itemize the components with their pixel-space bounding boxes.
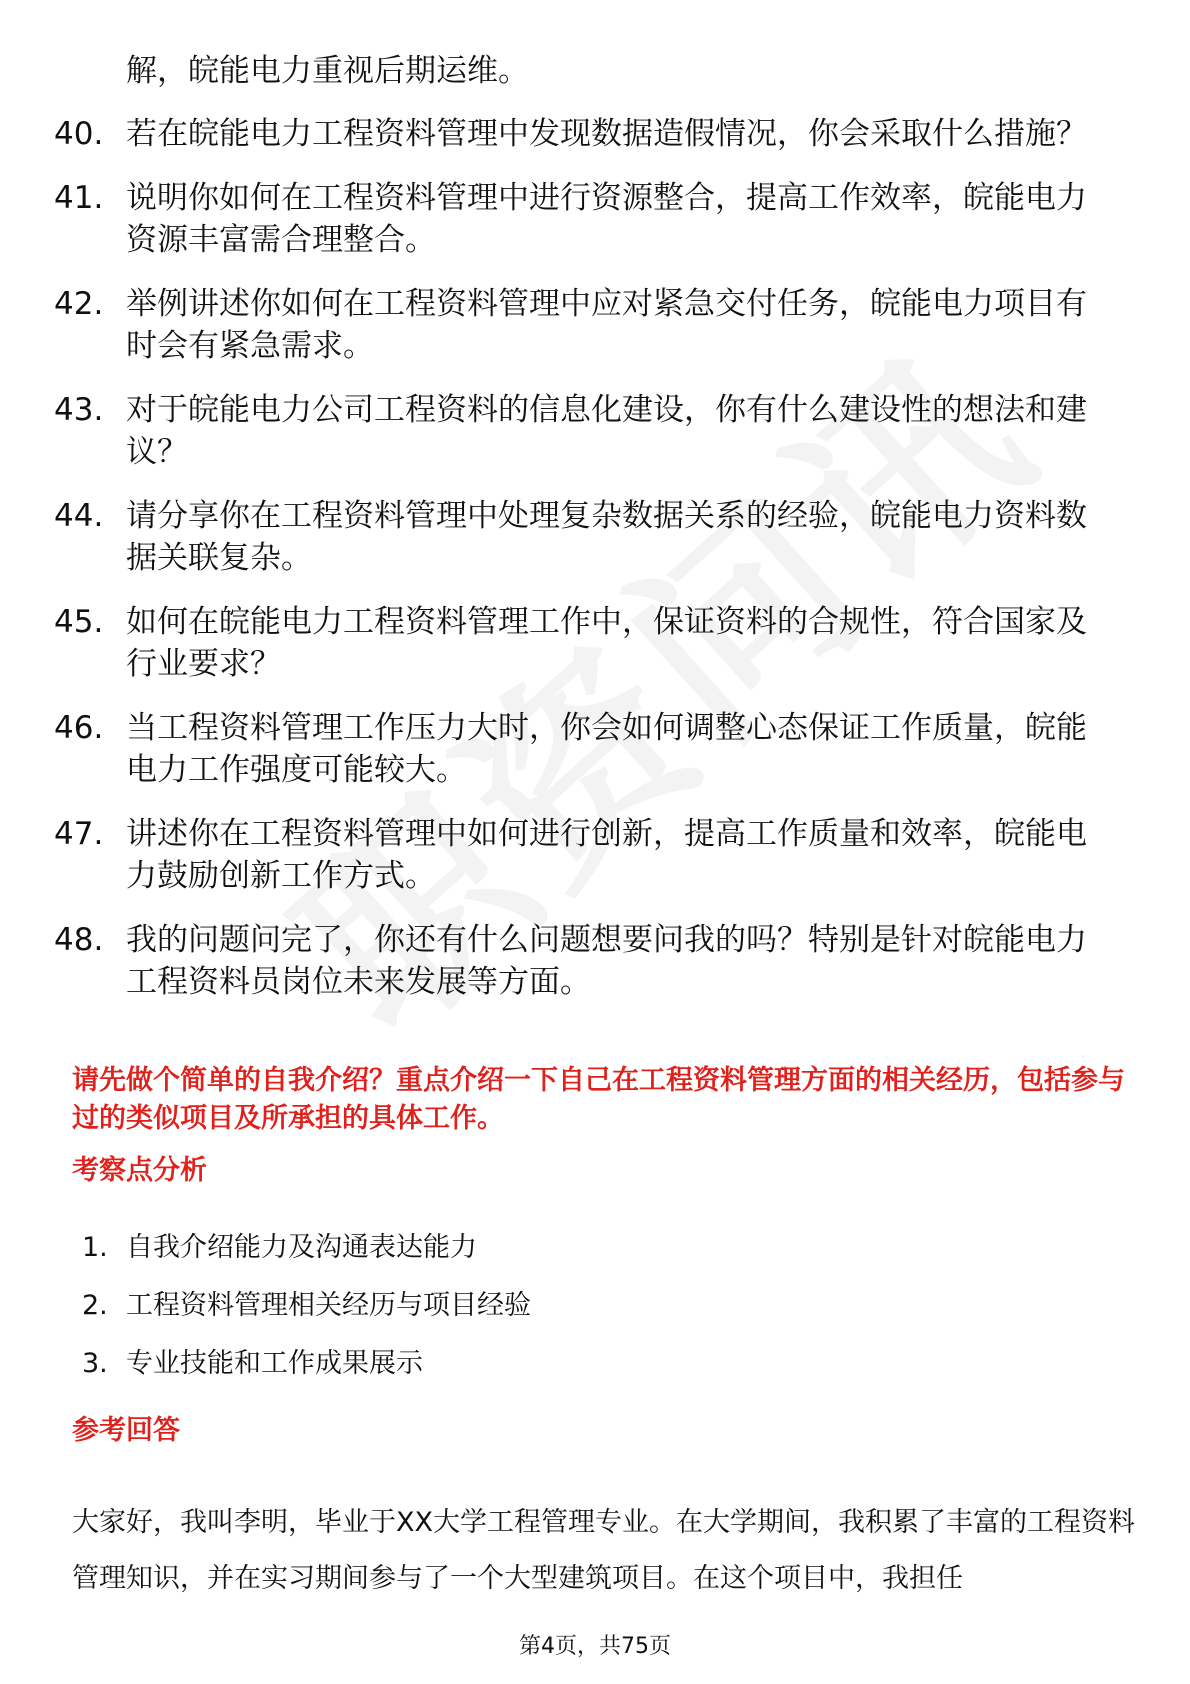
question-text: 若在皖能电力工程资料管理中发现数据造假情况，你会采取什么措施？ — [126, 116, 1087, 152]
question-number: 48. — [54, 922, 104, 958]
question-number: 46. — [54, 710, 104, 746]
analysis-text: 专业技能和工作成果展示 — [126, 1348, 423, 1379]
analysis-list — [82, 1229, 531, 1403]
question-item — [54, 113, 1134, 155]
question-number: 42. — [54, 286, 104, 322]
question-text: 说明你如何在工程资料管理中进行资源整合，提高工作效率，皖能电力资源丰富需合理整合。 — [126, 180, 1087, 258]
analysis-item — [82, 1229, 531, 1267]
question-number: 40. — [54, 116, 104, 152]
question-item — [54, 601, 1134, 685]
question-number: 47. — [54, 816, 104, 852]
question-item — [54, 495, 1134, 579]
analysis-number: 2. — [82, 1290, 108, 1321]
continuation-text: 解，皖能电力重视后期运维。 — [126, 53, 529, 89]
question-item — [54, 389, 1134, 473]
question-item — [54, 707, 1134, 791]
question-text: 当工程资料管理工作压力大时，你会如何调整心态保证工作质量，皖能电力工作强度可能较大。 — [126, 710, 1087, 788]
analysis-number: 3. — [82, 1348, 108, 1379]
question-text: 对于皖能电力公司工程资料的信息化建设，你有什么建设性的想法和建议？ — [126, 392, 1087, 470]
answer-title: 参考回答 — [72, 1415, 180, 1446]
question-text: 如何在皖能电力工程资料管理工作中，保证资料的合规性，符合国家及行业要求？ — [126, 604, 1087, 682]
question-number: 41. — [54, 180, 104, 216]
analysis-title: 考察点分析 — [72, 1155, 207, 1186]
question-text: 举例讲述你如何在工程资料管理中应对紧急交付任务，皖能电力项目有时会有紧急需求。 — [126, 286, 1087, 364]
question-list — [54, 113, 1134, 1025]
question-number: 44. — [54, 498, 104, 534]
answer-paragraph: 大家好，我叫李明，毕业于XX大学工程管理专业。在大学期间，我积累了丰富的工程资料管理知识，并在实习期间参与了一个大型建筑项目。在这个项目中，我担任 — [72, 1507, 1135, 1594]
question-number: 45. — [54, 604, 104, 640]
question-item — [54, 919, 1134, 1003]
analysis-text: 工程资料管理相关经历与项目经验 — [126, 1290, 531, 1321]
page-footer: 第4页，共75页 — [519, 1634, 671, 1659]
question-number: 43. — [54, 392, 104, 428]
analysis-text: 自我介绍能力及沟通表达能力 — [126, 1232, 477, 1263]
analysis-item — [82, 1345, 531, 1383]
analysis-item — [82, 1287, 531, 1325]
featured-question: 请先做个简单的自我介绍？重点介绍一下自己在工程资料管理方面的相关经历，包括参与过的类似项目及所承担的具体工作。 — [72, 1065, 1125, 1134]
question-item — [54, 283, 1134, 367]
question-text: 请分享你在工程资料管理中处理复杂数据关系的经验，皖能电力资料数据关联复杂。 — [126, 498, 1087, 576]
question-item — [54, 177, 1134, 261]
question-text: 我的问题问完了，你还有什么问题想要问我的吗？特别是针对皖能电力工程资料员岗位未来发展等方面。 — [126, 922, 1087, 1000]
question-item — [54, 813, 1134, 897]
analysis-number: 1. — [82, 1232, 108, 1263]
question-text: 讲述你在工程资料管理中如何进行创新，提高工作质量和效率，皖能电力鼓励创新工作方式。 — [126, 816, 1087, 894]
